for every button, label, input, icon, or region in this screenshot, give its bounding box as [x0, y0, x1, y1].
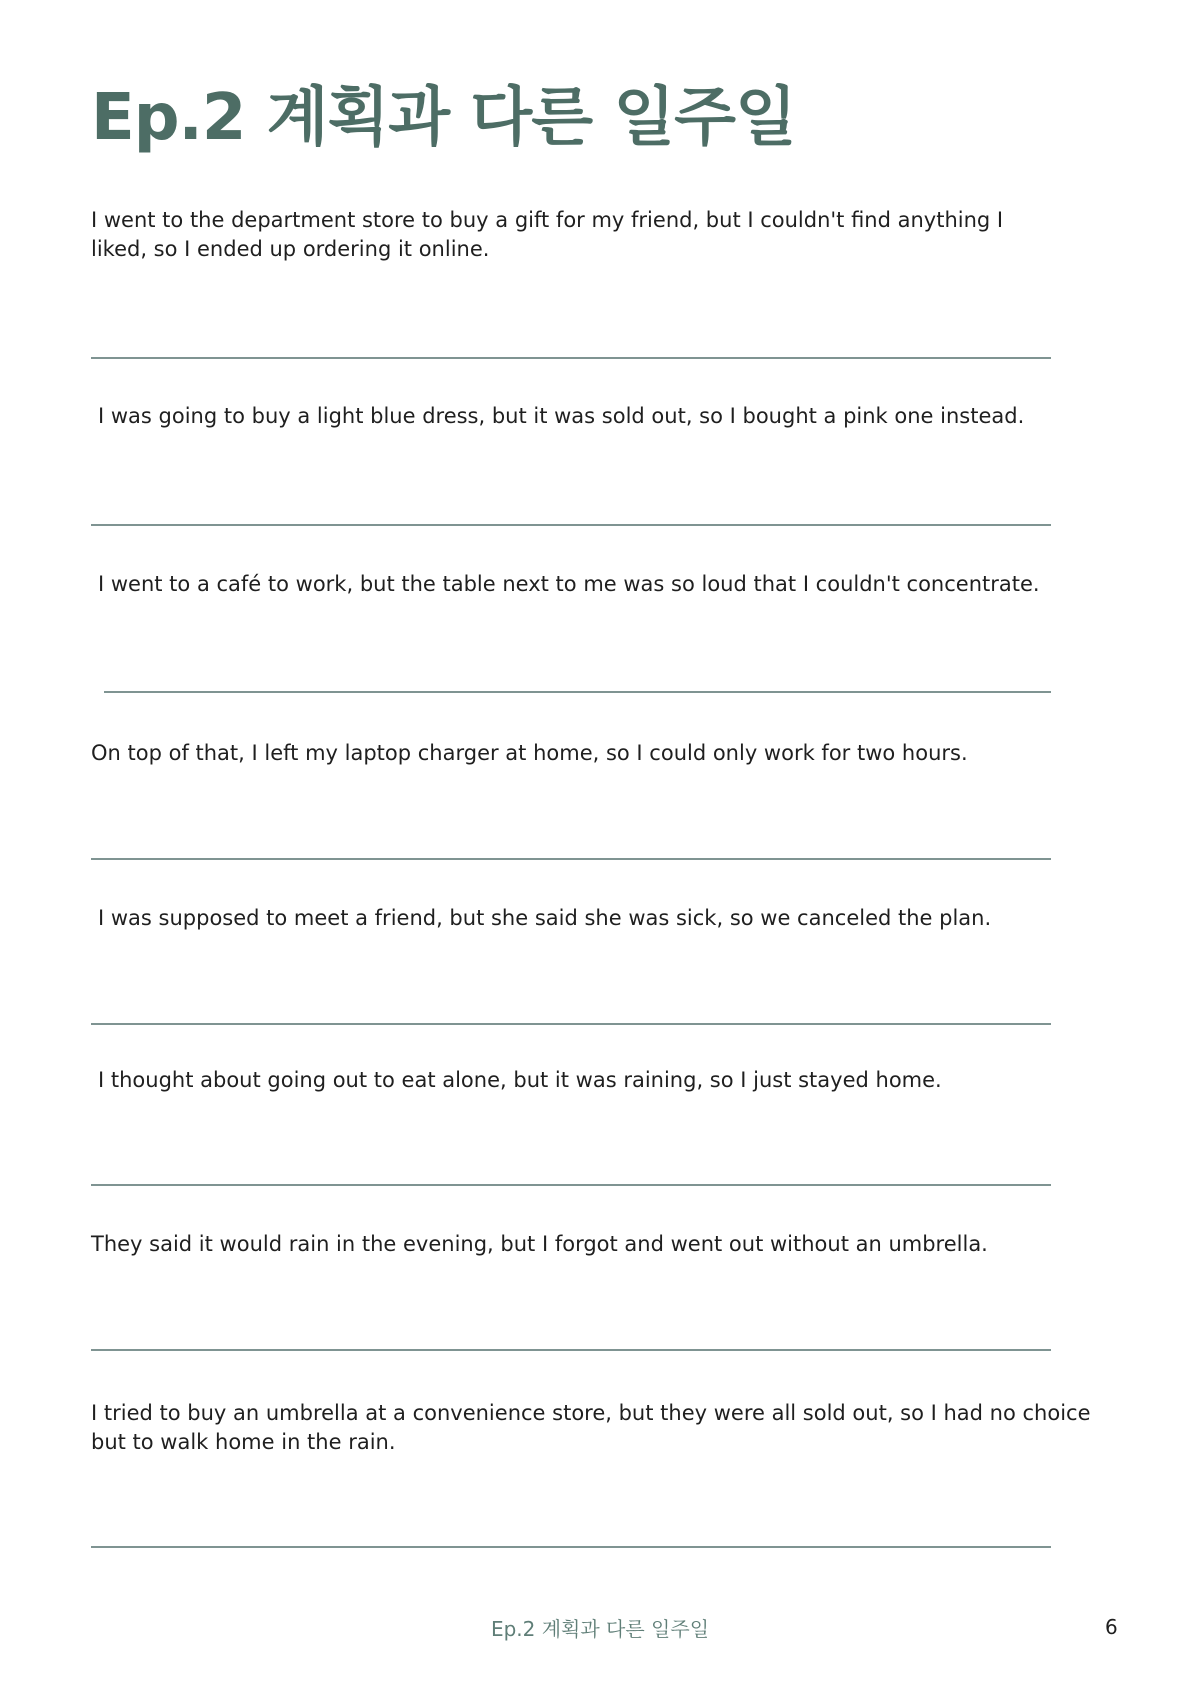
answer-line-3 — [104, 691, 1051, 693]
answer-line-8 — [91, 1546, 1051, 1548]
sentence-2: I was going to buy a light blue dress, but it was sold out, so I bought a pink one instead. — [98, 404, 1025, 428]
sentence-7: They said it would rain in the evening, but I forgot and went out without an umbrella. — [91, 1232, 988, 1256]
answer-line-6 — [91, 1184, 1051, 1186]
answer-line-7 — [91, 1349, 1051, 1351]
sentence-1: I went to the department store to buy a gift for my friend, but I couldn't find anything I liked, so I ended up ordering it online. — [91, 208, 1004, 261]
page-title: Ep.2 계획과 다른 일주일 — [91, 81, 796, 155]
answer-line-1 — [91, 357, 1051, 359]
page-number: 6 — [1105, 1615, 1118, 1639]
answer-line-2 — [91, 524, 1051, 526]
sentence-8: I tried to buy an umbrella at a convenience store, but they were all sold out, so I had no choice but to walk home in the rain. — [91, 1401, 1091, 1454]
sentence-3: I went to a café to work, but the table next to me was so loud that I couldn't concentrate. — [98, 572, 1040, 596]
answer-line-5 — [91, 1023, 1051, 1025]
sentence-6: I thought about going out to eat alone, but it was raining, so I just stayed home. — [98, 1068, 942, 1092]
sentence-4: On top of that, I left my laptop charger at home, so I could only work for two hours. — [91, 741, 968, 765]
footer-title: Ep.2 계획과 다른 일주일 — [490, 1617, 710, 1641]
answer-line-4 — [91, 858, 1051, 860]
sentence-5: I was supposed to meet a friend, but she said she was sick, so we canceled the plan. — [98, 906, 992, 930]
